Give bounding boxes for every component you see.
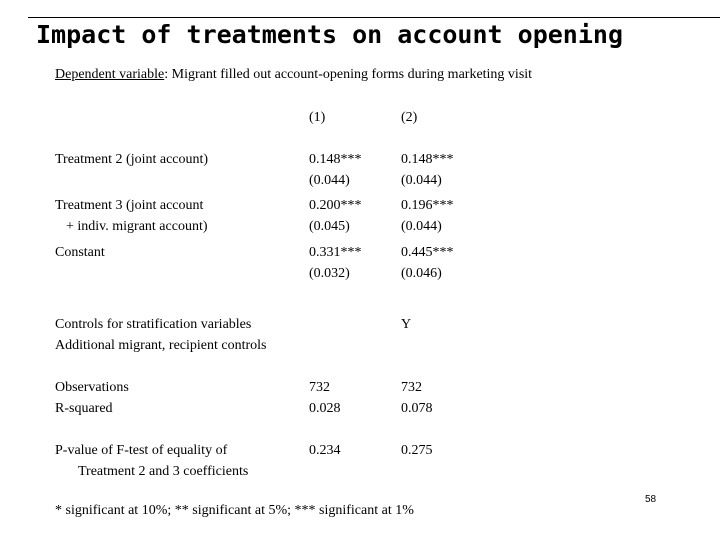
treatment-3-col1-coef: 0.200***	[309, 198, 362, 213]
ftest-col2: 0.275	[401, 443, 433, 458]
treatment-2-col2-coef: 0.148***	[401, 152, 454, 167]
treatment-2-col1-se: (0.044)	[309, 173, 350, 188]
dependent-variable-line	[55, 67, 532, 83]
top-rule	[28, 17, 720, 18]
rsquared-label: R-squared	[55, 401, 113, 416]
rsquared-col1: 0.028	[309, 401, 341, 416]
treatment-3-col2-coef: 0.196***	[401, 198, 454, 213]
significance-footnote: * significant at 10%; ** significant at 5%; *** significant at 1%	[55, 503, 414, 518]
rsquared-col2: 0.078	[401, 401, 433, 416]
ftest-col1: 0.234	[309, 443, 341, 458]
column-header-2: (2)	[401, 110, 418, 125]
controls-stratification-label: Controls for stratification variables	[55, 317, 252, 332]
observations-col1: 732	[309, 380, 330, 395]
ftest-label: P-value of F-test of equality of	[55, 443, 228, 458]
column-header-1: (1)	[309, 110, 326, 125]
observations-col2: 732	[401, 380, 422, 395]
ftest-label-cont: Treatment 2 and 3 coefficients	[78, 464, 249, 479]
dependent-variable-label: Dependent variable	[55, 67, 165, 82]
constant-col1-se: (0.032)	[309, 266, 350, 281]
controls-additional-label: Additional migrant, recipient controls	[55, 338, 267, 353]
slide-title: Impact of treatments on account opening	[36, 20, 623, 49]
treatment-2-col1-coef: 0.148***	[309, 152, 362, 167]
row-label-treatment-2: Treatment 2 (joint account)	[55, 152, 209, 167]
treatment-2-col2-se: (0.044)	[401, 173, 442, 188]
row-label-treatment-3: Treatment 3 (joint account	[55, 198, 204, 213]
treatment-3-col1-se: (0.045)	[309, 219, 350, 234]
observations-label: Observations	[55, 380, 129, 395]
dependent-variable-text: : Migrant filled out account-opening forms during marketing visit	[164, 67, 533, 82]
page-number: 58	[645, 494, 657, 505]
constant-col1-coef: 0.331***	[309, 245, 362, 260]
row-label-constant: Constant	[55, 245, 105, 260]
row-label-treatment-3-cont: + indiv. migrant account)	[66, 219, 208, 234]
constant-col2-coef: 0.445***	[401, 245, 454, 260]
treatment-3-col2-se: (0.044)	[401, 219, 442, 234]
constant-col2-se: (0.046)	[401, 266, 442, 281]
controls-col2-indicator: Y	[401, 317, 412, 332]
